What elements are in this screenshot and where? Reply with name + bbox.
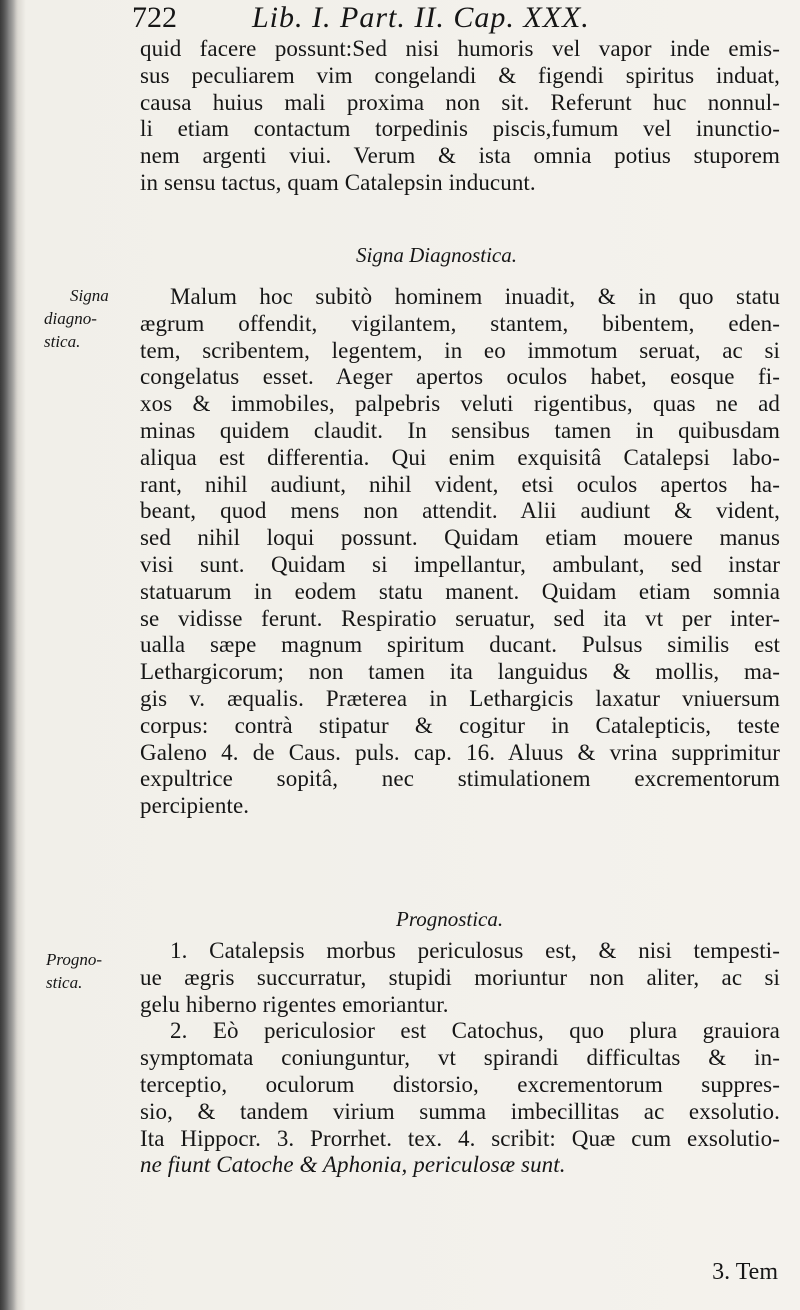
margin-note-line: stica.: [44, 332, 81, 351]
text-line: Lethargicorum; non tamen ita languidus & mollis, ma-: [140, 659, 780, 685]
paragraph-prognostica: [140, 938, 780, 1179]
text-line: gis v. æqualis. Præterea in Lethargicis laxatur vniuersum: [140, 685, 780, 711]
text-line: causa huius mali proxima non sit. Referunt huc nonnul-: [140, 89, 780, 115]
margin-note-line: stica.: [46, 973, 83, 992]
text-line: expultrice sopitâ, nec stimulationem excrementorum: [140, 766, 780, 792]
text-line: sio, & tandem virium summa imbecillitas ac exsolutio.: [140, 1098, 780, 1124]
text-line: statuarum in eodem statu manent. Quidam etiam somnia: [140, 578, 780, 604]
catchword: 3. Tem: [712, 1259, 778, 1285]
paragraph-signa: [140, 284, 780, 820]
text-line: 1. Catalepsis morbus periculosus est, & nisi tempesti-: [170, 938, 780, 963]
text-line: sed nihil loqui possunt. Quidam etiam mouere manus: [140, 525, 780, 551]
text-line: nem argenti viui. Verum & ista omnia potius stuporem: [140, 143, 780, 169]
text-line: aliqua est differentia. Qui enim exquisitâ Catalepsi labo-: [140, 444, 780, 470]
text-line: terceptio, oculorum distorsio, excrementorum suppres-: [140, 1071, 780, 1097]
text-line: Malum hoc subitò hominem inuadit, & in quo statu: [170, 284, 780, 309]
text-line: beant, quod mens non attendit. Alii audiunt & vident,: [140, 498, 780, 524]
running-title: Lib. I. Part. II. Cap. XXX.: [252, 1, 590, 34]
text-line: 2. Eò periculosior est Catochus, quo plura grauiora: [170, 1018, 780, 1044]
text-line: ægrum offendit, vigilantem, stantem, bibentem, eden-: [140, 310, 780, 336]
page-number: 722: [132, 1, 177, 34]
text-line: minas quidem claudit. In sensibus tamen in quibusdam: [140, 417, 780, 443]
paragraph-causa: [140, 36, 780, 197]
text-line: gelu hiberno rigentes emoriantur.: [140, 991, 449, 1017]
text-line: ne fiunt Catoche & Aphonia, periculosæ sunt.: [140, 1152, 566, 1178]
text-line: Ita Hippocr. 3. Prorrhet. tex. 4. scribit: Quæ cum exsolutio-: [140, 1125, 780, 1151]
text-line: sus peculiarem vim congelandi & figendi spiritus induat,: [140, 62, 780, 88]
text-line: rant, nihil audiunt, nihil vident, etsi oculos apertos ha-: [140, 471, 780, 497]
running-head: [132, 0, 692, 40]
text-line: visi sunt. Quidam si impellantur, ambulant, sed instar: [140, 551, 780, 577]
margin-note-line: Signa: [70, 286, 109, 305]
text-line: ualla sæpe magnum spiritum ducant. Pulsus similis est: [140, 632, 780, 658]
margin-note-line: Progno-: [46, 950, 103, 969]
margin-note-signa: [44, 284, 109, 353]
text-line: xos & immobiles, palpebris veluti rigentibus, quas ne ad: [140, 391, 780, 417]
text-line: corpus: contrà stipatur & cogitur in Catalepticis, teste: [140, 712, 780, 738]
text-line: ue ægris succurratur, stupidi moriuntur non aliter, ac si: [140, 964, 780, 990]
text-line: se vidisse ferunt. Respiratio seruatur, sed ita vt per inter-: [140, 605, 780, 631]
margin-note-line: diagno-: [44, 309, 97, 328]
section-heading-signa: Signa Diagnostica.: [356, 243, 517, 267]
text-line: tem, scribentem, legentem, in eo immotum seruat, ac si: [140, 337, 780, 363]
text-line: quid facere possunt:Sed nisi humoris vel vapor inde emis-: [140, 36, 780, 61]
margin-note-prognostica: [46, 948, 102, 994]
text-line: in sensu tactus, quam Catalepsin inducunt.: [140, 169, 536, 195]
text-line: symptomata coniunguntur, vt spirandi difficultas & in-: [140, 1045, 780, 1071]
text-line: congelatus esset. Aeger apertos oculos habet, eosque fi-: [140, 364, 780, 390]
section-heading-prognostica: Prognostica.: [396, 907, 504, 931]
text-line: Galeno 4. de Caus. puls. cap. 16. Aluus & vrina supprimitur: [140, 739, 780, 765]
binding-shadow: [0, 0, 18, 1310]
text-line: li etiam contactum torpedinis piscis,fumum vel inunctio-: [140, 116, 780, 142]
text-line: percipiente.: [140, 793, 250, 819]
